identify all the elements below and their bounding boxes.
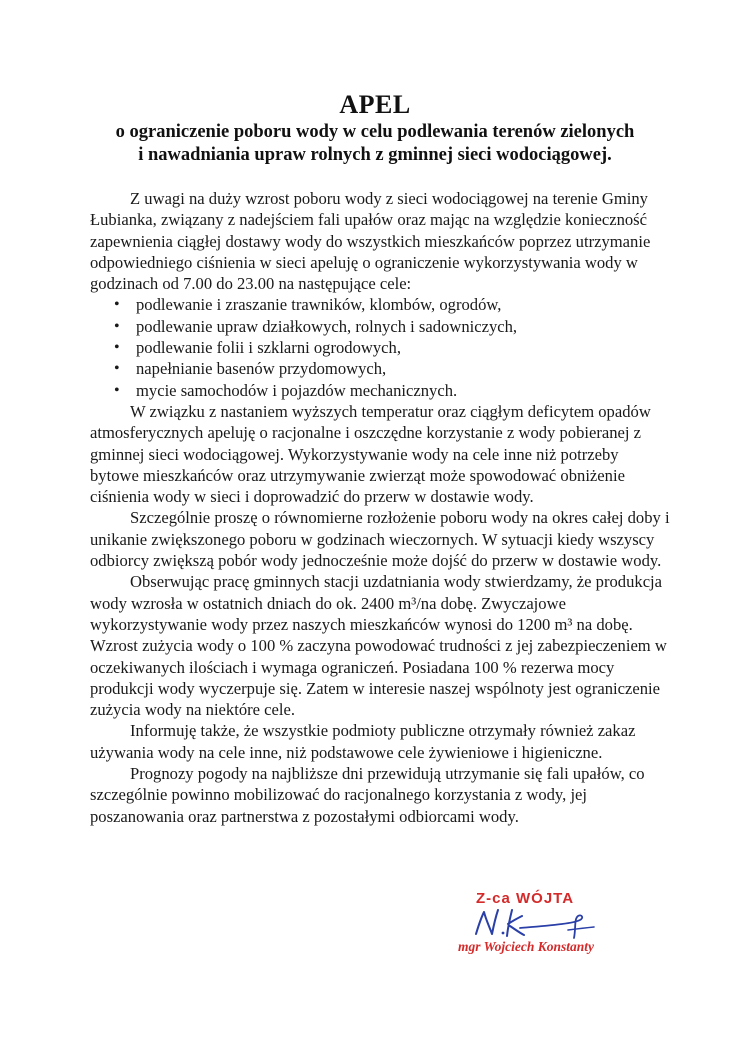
list-item bbox=[90, 380, 670, 401]
signature-title: Z-ca WÓJTA bbox=[476, 890, 575, 907]
document-title: APEL bbox=[339, 90, 411, 119]
document-body bbox=[90, 188, 670, 827]
list-item bbox=[90, 358, 670, 379]
paragraph-public-entities: Informuję także, że wszystkie podmioty publiczne otrzymały również zakaz używania wody na cele inne, niż podstawowe cele żywieniowe i higieniczne. bbox=[90, 721, 636, 762]
bullet-icon: • bbox=[114, 381, 120, 399]
paragraph-temperatures: W związku z nastaniem wyższych temperatur oraz ciągłym deficytem opadów atmosferycznych apeluję o racjonalne i oszczędne korzystanie z wody pobieranej z gminnej sieci wodociągowej. Wykorzystywanie wody na cele inne niż potrzeby bytowe mieszkańców oraz utrzymywanie zwierząt może spowodować obniżenie ciśnienia wody w sieci i doprowadzić do przerw w dostawie wody. bbox=[90, 401, 651, 507]
intro-paragraph: Z uwagi na duży wzrost poboru wody z sieci wodociągowej na terenie Gminy Łubianka, związany z nadejściem fali upałów oraz mając na względzie konieczność zapewnienia ciągłej dostawy wody do wszystkich mieszkańców poprzez utrzymanie odpowiedniego ciśnienia w sieci apeluję o ograniczenie wykorzystywania wody w godzinach od 7.00 do 23.00 na następujące cele: bbox=[90, 189, 651, 294]
document-subtitle bbox=[60, 121, 690, 167]
subtitle-line-2: i nawadniania upraw rolnych z gminnej sieci wodociągowej. bbox=[138, 145, 612, 165]
subtitle-line-1: o ograniczenie poboru wody w celu podlewania terenów zielonych bbox=[115, 122, 635, 142]
list-item-text: napełnianie basenów przydomowych, bbox=[136, 359, 387, 379]
paragraph-even-usage: Szczególnie proszę o równomierne rozłożenie poboru wody na okres całej doby i unikanie zwiększonego poboru w godzinach wieczornych. W sytuacji kiedy wszyscy odbiorcy zwiększą pobór wody jednocześnie może dojść do przerw w dostawie wody. bbox=[90, 508, 670, 571]
bullet-icon: • bbox=[114, 339, 120, 357]
bullet-icon: • bbox=[114, 296, 120, 314]
bullet-icon: • bbox=[114, 360, 120, 378]
signature-block bbox=[440, 890, 660, 970]
list-item bbox=[90, 337, 670, 358]
list-item-text: podlewanie upraw działkowych, rolnych i sadowniczych, bbox=[136, 316, 518, 336]
bullet-icon: • bbox=[114, 317, 120, 335]
paragraph-forecast: Prognozy pogody na najbliższe dni przewidują utrzymanie się fali upałów, co szczególnie powinno mobilizować do racjonalnego korzystania z wody, jej poszanowania oraz partnerstwa z pozostałymi odbiorcami wody. bbox=[90, 764, 645, 826]
signature-name: mgr Wojciech Konstanty bbox=[458, 939, 595, 954]
handwritten-signature-icon bbox=[470, 906, 600, 940]
list-item-text: mycie samochodów i pojazdów mechanicznych. bbox=[136, 380, 458, 400]
purpose-list bbox=[90, 294, 670, 400]
list-item-text: podlewanie i zraszanie trawników, klombów, ogrodów, bbox=[136, 295, 502, 315]
paragraph-production: Obserwując pracę gminnych stacji uzdatniania wody stwierdzamy, że produkcja wody wzrosła w ostatnich dniach do ok. 2400 m³/na dobę. Zwyczajowe wykorzystywanie wody przez naszych mieszkańców wynosi do 1200 m³ na dobę. Wzrost zużycia wody o 100 % zaczyna powodować trudności z jej zabezpieczeniem w oczekiwanych ilościach i wymaga ograniczeń. Posiadana 100 % rezerwa mocy produkcji wody wyczerpuje się. Zatem w interesie naszej wspólnoty jest ograniczenie zużycia wody na niektóre cele. bbox=[90, 572, 667, 720]
list-item bbox=[90, 316, 670, 337]
list-item-text: podlewanie folii i szklarni ogrodowych, bbox=[136, 338, 401, 358]
list-item bbox=[90, 294, 670, 315]
